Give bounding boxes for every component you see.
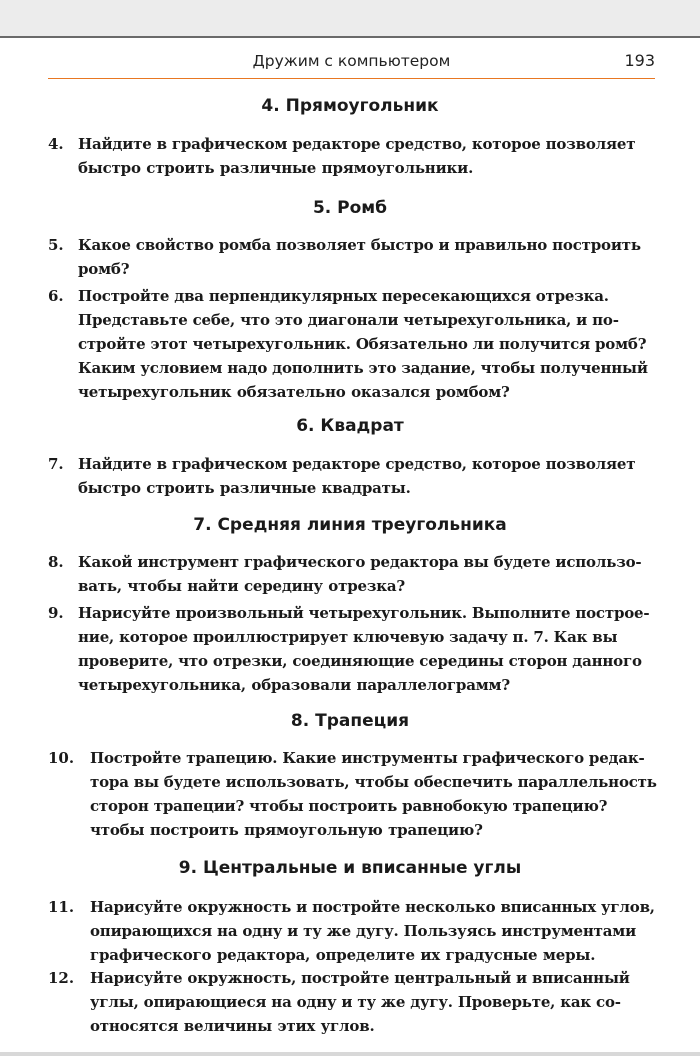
exercise-line: Нарисуйте окружность, постройте центральный и вписанный	[90, 969, 630, 987]
page-header	[48, 50, 655, 79]
exercise-line: четырехугольник обязательно оказался ромбом?	[78, 383, 510, 401]
section-heading: 7. Средняя линия треугольника	[193, 515, 507, 535]
exercise-line: Постройте два перпендикулярных пересекающихся отрезка.	[78, 287, 609, 305]
top-margin	[0, 0, 700, 38]
exercise-line: ромб?	[78, 260, 130, 278]
exercise-line: быстро строить различные прямоугольники.	[78, 159, 474, 177]
exercise-number: 5.	[48, 236, 64, 254]
exercise-line: Найдите в графическом редакторе средство, которое позволяет	[78, 455, 636, 473]
exercise-number: 7.	[48, 455, 64, 473]
exercise-line: чтобы построить прямоугольную трапецию?	[90, 821, 483, 839]
exercise-number: 12.	[48, 969, 75, 987]
exercise-number: 11.	[48, 898, 75, 916]
exercise-number: 8.	[48, 553, 64, 571]
exercise-line: стройте этот четырехугольник. Обязательно ли получится ромб?	[78, 335, 647, 353]
section-heading: 5. Ромб	[312, 198, 388, 218]
section-heading: 9. Центральные и вписанные углы	[178, 858, 522, 878]
exercise-line: вать, чтобы найти середину отрезка?	[78, 577, 405, 595]
exercise-line: быстро строить различные квадраты.	[78, 479, 411, 497]
exercise-line: Какой инструмент графического редактора вы будете использо-	[78, 553, 642, 571]
exercise-line: относятся величины этих углов.	[90, 1017, 375, 1035]
exercise-line: Какое свойство ромба позволяет быстро и правильно построить	[78, 236, 641, 254]
exercise-line: Нарисуйте произвольный четырехугольник. Выполните построе-	[78, 604, 650, 622]
section-heading: 4. Прямоугольник	[261, 96, 439, 116]
exercise-line: сторон трапеции? чтобы построить равнобокую трапецию?	[90, 797, 608, 815]
section-heading: 8. Трапеция	[290, 711, 410, 731]
exercise-line: Найдите в графическом редакторе средство, которое позволяет	[78, 135, 636, 153]
section-heading: 6. Квадрат	[296, 416, 404, 436]
exercise-line: Нарисуйте окружность и постройте несколько вписанных углов,	[90, 898, 655, 916]
exercise-line: углы, опирающиеся на одну и ту же дугу. Проверьте, как со-	[90, 993, 621, 1011]
exercise-line: Представьте себе, что это диагонали четырехугольника, и по-	[78, 311, 619, 329]
bottom-margin	[0, 1052, 700, 1056]
exercise-line: тора вы будете использовать, чтобы обеспечить параллельность	[90, 773, 657, 791]
exercise-line: Каким условием надо дополнить это задание, чтобы полученный	[78, 359, 648, 377]
running-title: Дружим с компьютером	[252, 52, 451, 70]
exercise-line: четырехугольника, образовали параллелограмм?	[78, 676, 510, 694]
exercise-number: 6.	[48, 287, 64, 305]
exercise-line: Постройте трапецию. Какие инструменты графического редак-	[90, 749, 645, 767]
exercise-line: опирающихся на одну и ту же дугу. Пользуясь инструментами	[90, 922, 637, 940]
exercise-line: проверите, что отрезки, соединяющие середины сторон данного	[78, 652, 642, 670]
exercise-number: 10.	[48, 749, 75, 767]
page-number: 193	[624, 51, 655, 70]
exercise-number: 4.	[48, 135, 64, 153]
exercise-line: ние, которое проиллюстрирует ключевую задачу п. 7. Как вы	[78, 628, 618, 646]
exercise-number: 9.	[48, 604, 64, 622]
exercise-line: графического редактора, определите их градусные меры.	[90, 946, 596, 964]
